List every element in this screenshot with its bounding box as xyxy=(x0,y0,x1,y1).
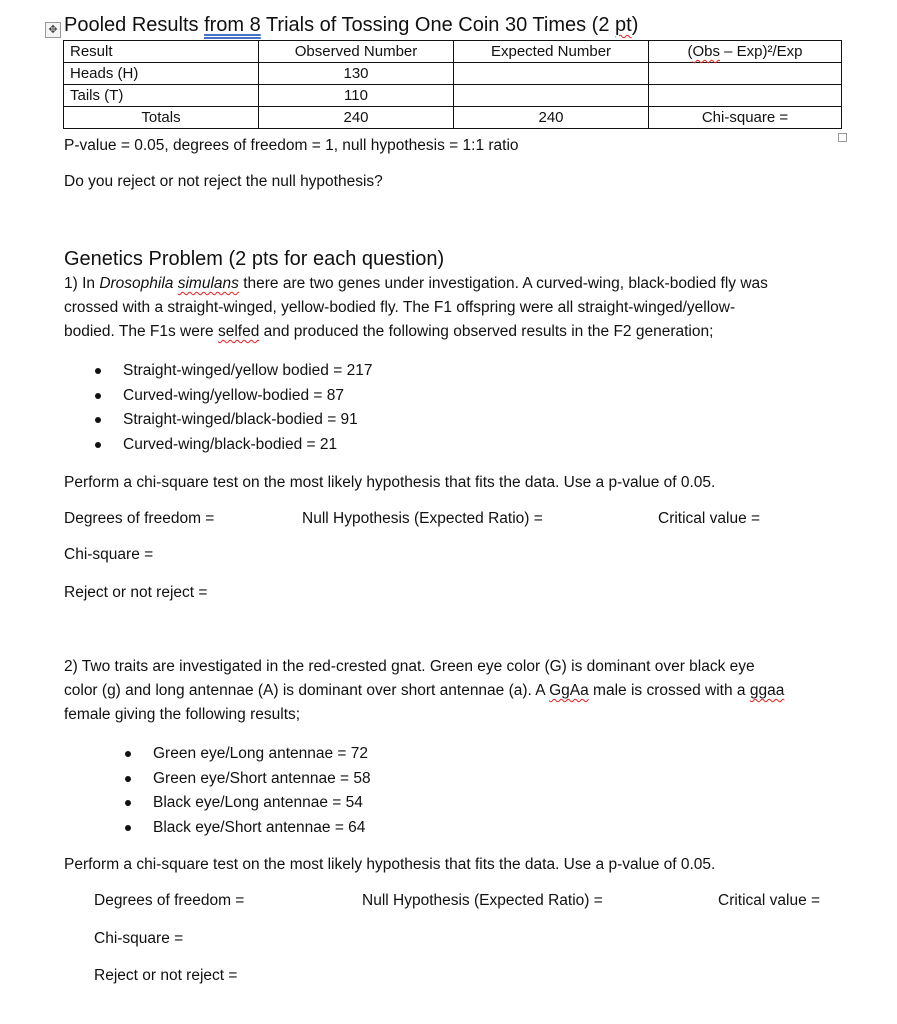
title-mid: Trials of Tossing One Coin 30 Times (2 xyxy=(260,14,615,36)
result-text: Black eye/Long antennae = 54 xyxy=(153,794,363,811)
cell-observed: 130 xyxy=(259,63,454,85)
coin-question: Do you reject or not reject the null hypothesis? xyxy=(64,173,383,190)
formula-open: ( xyxy=(687,43,693,60)
bullet-icon xyxy=(125,751,131,757)
result-text: Straight-winged/yellow bodied = 217 xyxy=(123,362,373,379)
q1-intro-line2: crossed with a straight-winged, yellow-bodied fly. The F1 offspring were all straight-winged/yellow- xyxy=(64,299,736,316)
result-text: Curved-wing/black-bodied = 21 xyxy=(123,435,338,453)
q1-intro-line3b: and produced the following observed results in the F2 generation; xyxy=(259,323,714,340)
title-pre: Pooled Results xyxy=(64,14,205,36)
result-text: Black eye/Short antennae = 64 xyxy=(153,818,366,836)
list-item xyxy=(123,408,372,433)
list-item xyxy=(123,359,372,384)
cell-expected[interactable] xyxy=(454,85,649,107)
bullet-icon xyxy=(125,776,131,782)
q2-intro xyxy=(64,655,834,727)
bullet-icon xyxy=(125,800,131,806)
list-item xyxy=(153,816,371,841)
cell-result: Tails (T) xyxy=(64,85,259,107)
result-text: Green eye/Short antennae = 58 xyxy=(153,769,371,787)
result-text: Straight-winged/black-bodied = 91 xyxy=(123,411,358,428)
q1-intro-a: 1) In xyxy=(64,275,100,292)
formula-rest: – Exp)²/Exp xyxy=(719,43,803,60)
q2-reject-label: Reject or not reject = xyxy=(94,967,238,984)
header-expected: Expected Number xyxy=(454,41,649,63)
q2-results-list xyxy=(153,742,371,840)
list-item xyxy=(123,433,372,458)
bullet-icon xyxy=(125,825,131,831)
q1-degrees-label: Degrees of freedom = xyxy=(64,510,215,527)
q2-degrees-label: Degrees of freedom = xyxy=(94,892,245,909)
formula-obs: Obs xyxy=(692,43,720,60)
totals-expected: 240 xyxy=(454,107,649,129)
header-observed: Observed Number xyxy=(259,41,454,63)
totals-observed: 240 xyxy=(259,107,454,129)
q2-chi-label: Chi-square = xyxy=(94,930,184,947)
q1-intro xyxy=(64,272,834,344)
list-item xyxy=(153,767,371,792)
q2-intro-line1: 2) Two traits are investigated in the red-crested gnat. Green eye color (G) is dominant over black eye xyxy=(64,658,755,675)
q2-null-label: Null Hypothesis (Expected Ratio) = xyxy=(362,892,603,909)
totals-label: Totals xyxy=(64,107,259,129)
genetics-heading: Genetics Problem (2 pts for each question) xyxy=(64,248,445,270)
result-text: Curved-wing/yellow-bodied = 87 xyxy=(123,386,344,404)
q2-critical-label: Critical value = xyxy=(718,892,821,909)
q1-species-name: simulans xyxy=(177,275,239,292)
header-result: Result xyxy=(64,41,259,63)
totals-chi-square[interactable]: Chi-square = xyxy=(649,107,842,129)
table-move-handle-icon[interactable]: ✥ xyxy=(45,22,61,38)
table-row xyxy=(64,63,842,85)
q2-genotype-male: GgAa xyxy=(549,682,589,699)
q1-results-list xyxy=(123,359,372,457)
result-text: Green eye/Long antennae = 72 xyxy=(153,745,369,762)
q1-intro-line3a: bodied. The F1s were xyxy=(64,323,218,340)
coin-params: P-value = 0.05, degrees of freedom = 1, null hypothesis = 1:1 ratio xyxy=(64,137,519,154)
bullet-icon xyxy=(95,417,101,423)
bullet-icon xyxy=(95,393,101,399)
list-item xyxy=(153,791,371,816)
title-post: ) xyxy=(631,14,639,36)
q1-species-genus: Drosophila xyxy=(99,275,178,292)
q1-instruction: Perform a chi-square test on the most likely hypothesis that fits the data. Use a p-value of 0.05. xyxy=(64,474,716,491)
q1-reject-label: Reject or not reject = xyxy=(64,584,208,601)
cell-expected[interactable] xyxy=(454,63,649,85)
header-chi-formula xyxy=(649,41,842,63)
q1-selfed: selfed xyxy=(217,323,260,340)
q2-genotype-female: ggaa xyxy=(749,682,785,699)
title-grammar-flag: from 8 xyxy=(204,14,261,36)
pooled-results-table xyxy=(63,40,842,129)
cell-chi[interactable] xyxy=(649,63,842,85)
table-header-row xyxy=(64,41,842,63)
cell-observed: 110 xyxy=(259,85,454,107)
q1-chi-label: Chi-square = xyxy=(64,546,154,563)
q1-critical-label: Critical value = xyxy=(658,510,761,527)
list-item xyxy=(123,384,372,409)
table-totals-row xyxy=(64,107,842,129)
table-row xyxy=(64,85,842,107)
q1-null-label: Null Hypothesis (Expected Ratio) = xyxy=(302,510,543,527)
bullet-icon xyxy=(95,442,101,448)
cell-chi[interactable] xyxy=(649,85,842,107)
q2-intro-line2b: male is crossed with a xyxy=(588,682,750,699)
q2-instruction: Perform a chi-square test on the most likely hypothesis that fits the data. Use a p-value of 0.05. xyxy=(64,856,716,873)
table-resize-handle-icon[interactable] xyxy=(838,133,847,142)
cell-result: Heads (H) xyxy=(64,63,259,85)
q2-intro-line3: female giving the following results; xyxy=(64,706,301,723)
title-spelling-flag: pt xyxy=(615,14,632,36)
list-item xyxy=(153,742,371,767)
q2-intro-line2a: color (g) and long antennae (A) is dominant over short antennae (a). A xyxy=(64,682,550,699)
coin-section-title xyxy=(64,12,638,38)
q1-intro-b: there are two genes under investigation. A curved-wing, black-bodied fly was xyxy=(238,275,768,292)
bullet-icon xyxy=(95,368,101,374)
